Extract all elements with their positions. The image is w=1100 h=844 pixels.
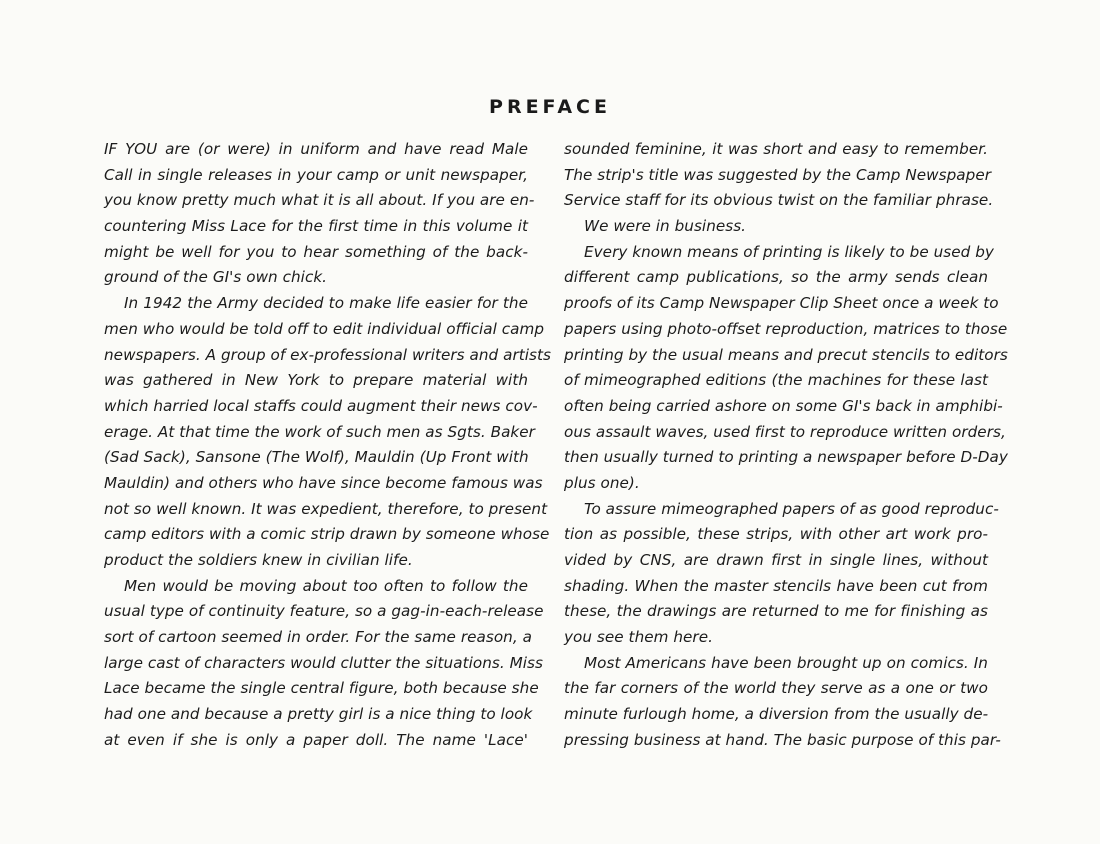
text-line: Men would be moving about too often to follow the: [124, 576, 528, 595]
text-line: large cast of characters would clutter the situations. Miss: [104, 653, 543, 672]
text-line: Most Americans have been brought up on comics. In: [584, 653, 988, 672]
text-line: might be well for you to hear something of the back-: [104, 242, 528, 261]
page-title: PREFACE: [489, 96, 611, 118]
right-column: [564, 137, 1008, 754]
text-line: In 1942 the Army decided to make life easier for the: [124, 294, 528, 313]
text-line: pressing business at hand. The basic purpose of this par-: [564, 730, 1001, 749]
text-line: minute furlough home, a diversion from the usually de-: [564, 705, 989, 724]
text-line: often being carried ashore on some GI's back in amphibi-: [564, 396, 1003, 415]
text-line: was gathered in New York to prepare material with: [104, 371, 528, 390]
text-line: newspapers. A group of ex-professional writers and artists: [104, 345, 551, 364]
text-line: sounded feminine, it was short and easy to remember.: [564, 140, 988, 158]
text-line: product the soldiers knew in civilian life.: [104, 551, 413, 569]
text-line: the far corners of the world they serve as a one or two: [564, 679, 988, 698]
text-line: at even if she is only a paper doll. The name 'Lace': [104, 730, 528, 749]
text-line: which harried local staffs could augment their news cov-: [104, 396, 538, 415]
text-line: Every known means of printing is likely to be used by: [584, 242, 994, 261]
left-column: [104, 137, 551, 754]
text-line: ous assault waves, used first to reproduce written orders,: [564, 422, 1006, 441]
text-line: not so well known. It was expedient, therefore, to present: [104, 499, 548, 518]
text-line: you know pretty much what it is all about. If you are en-: [104, 191, 535, 210]
text-line: IF YOU are (or were) in uniform and have read Male: [104, 140, 528, 158]
text-line: vided by CNS, are drawn first in single lines, without: [564, 551, 988, 569]
text-line: Call in single releases in your camp or unit newspaper,: [104, 165, 528, 184]
text-line: these, the drawings are returned to me for finishing as: [564, 602, 988, 621]
text-line: proofs of its Camp Newspaper Clip Sheet once a week to: [564, 294, 999, 313]
text-line: (Sad Sack), Sansone (The Wolf), Mauldin (Up Front with: [104, 448, 529, 467]
text-line: then usually turned to printing a newspaper before D-Day: [564, 448, 1008, 467]
text-line: sort of cartoon seemed in order. For the same reason, a: [104, 628, 532, 647]
text-line: The strip's title was suggested by the Camp Newspaper: [564, 165, 992, 184]
text-line: We were in business.: [584, 217, 747, 236]
text-line: usual type of continuity feature, so a gag-in-each-release: [104, 602, 544, 621]
text-line: Lace became the single central figure, both because she: [104, 679, 539, 698]
text-line: camp editors with a comic strip drawn by someone whose: [104, 525, 550, 544]
text-line: countering Miss Lace for the first time in this volume it: [104, 217, 528, 236]
text-line: of mimeographed editions (the machines for these last: [564, 371, 988, 390]
text-line: tion as possible, these strips, with other art work pro-: [564, 525, 988, 544]
text-line: ground of the GI's own chick.: [104, 268, 328, 287]
text-line: had one and because a pretty girl is a nice thing to look: [104, 705, 533, 724]
text-line: papers using photo-offset reproduction, matrices to those: [564, 319, 1008, 338]
text-line: you see them here.: [564, 628, 713, 647]
text-line: men who would be told off to edit individual official camp: [104, 319, 545, 338]
text-line: shading. When the master stencils have been cut from: [564, 576, 988, 595]
text-line: plus one).: [564, 473, 640, 492]
text-line: printing by the usual means and precut stencils to editors: [564, 345, 1008, 364]
text-line: erage. At that time the work of such men as Sgts. Baker: [104, 422, 535, 441]
text-line: Mauldin) and others who have since become famous was: [104, 473, 543, 492]
text-line: To assure mimeographed papers of as good reproduc-: [584, 499, 999, 518]
text-line: Service staff for its obvious twist on the familiar phrase.: [564, 191, 994, 210]
text-line: different camp publications, so the army sends clean: [564, 268, 988, 287]
